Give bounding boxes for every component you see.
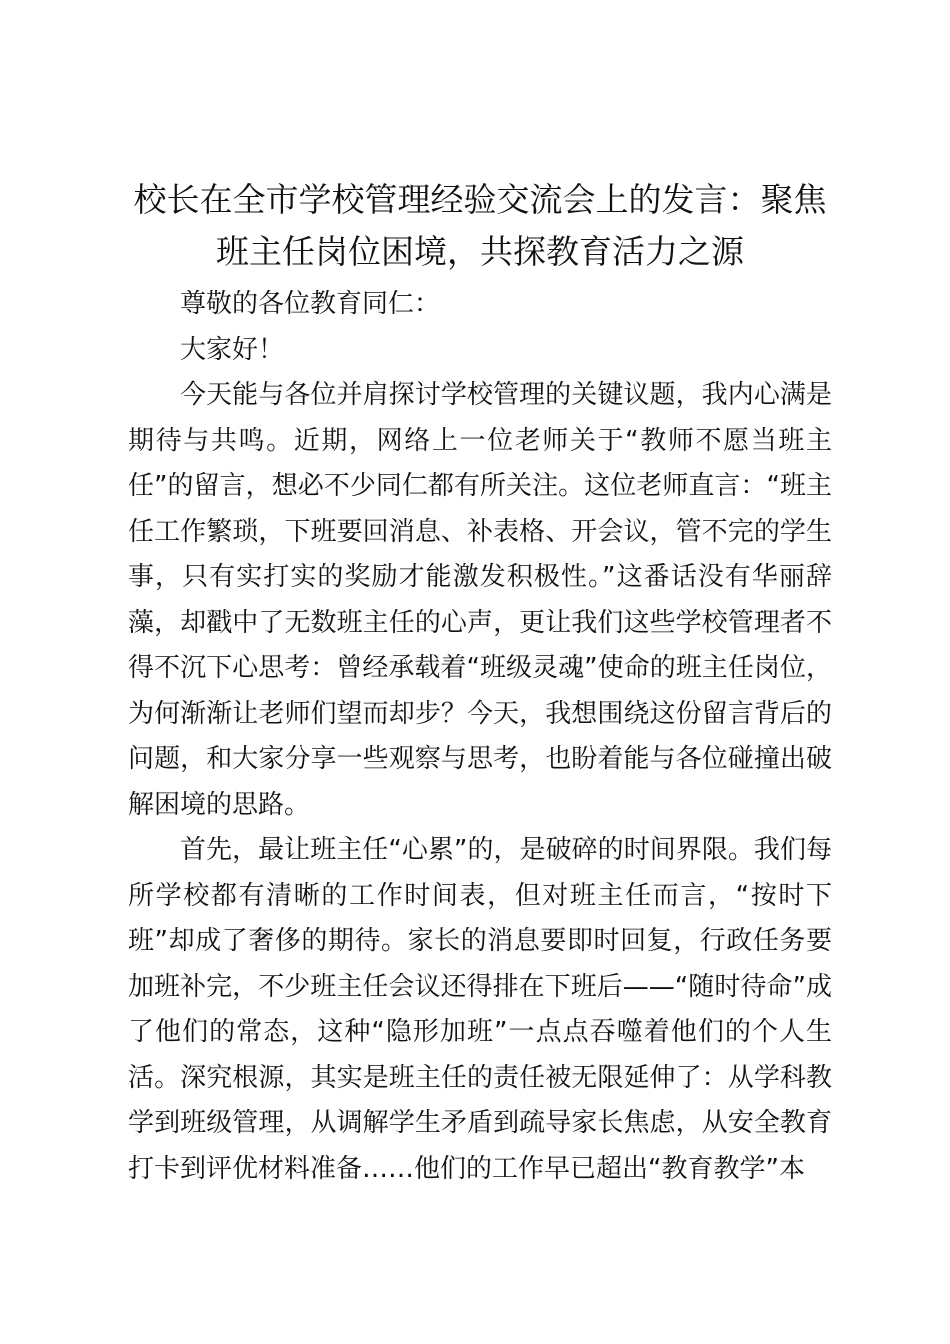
body-paragraph-1: 今天能与各位并肩探讨学校管理的关键议题，我内心满是期待与共鸣。近期，网络上一位老师关于“教师不愿当班主任”的留言，想必不少同仁都有所关注。这位老师直言：“班主任工作繁琐，下班要回消息、补表格、开会议，管不完的学生事，只有实打实的奖励才能激发积极性。”这番话没有华丽辞藻，却戳中了无数班主任的心声，更让我们这些学校管理者不得不沉下心思考：曾经承载着“班级灵魂”使命的班主任岗位，为何渐渐让老师们望而却步？今天，我想围绕这份留言背后的问题，和大家分享一些观察与思考，也盼着能与各位碰撞出破解困境的思路。: [128, 380, 832, 820]
greeting: 大家好！: [180, 334, 285, 365]
document-page: [128, 174, 832, 1192]
document-title: 校长在全市学校管理经验交流会上的发言：聚焦班主任岗位困境，共探教育活力之源: [133, 180, 827, 271]
body-paragraph-2: 首先，最让班主任“心累”的，是破碎的时间界限。我们每所学校都有清晰的工作时间表，但对班主任而言，“按时下班”却成了奢侈的期待。家长的消息要即时回复，行政任务要加班补完，不少班主任会议还得排在下班后——“随时待命”成了他们的常态，这种“隐形加班”一点点吞噬着他们的个人生活。深究根源，其实是班主任的责任被无限延伸了：从学科教学到班级管理，从调解学生矛盾到疏导家长焦虑，从安全教育打卡到评优材料准备……他们的工作早已超出“教育教学”本: [128, 835, 832, 1184]
salutation: 尊敬的各位教育同仁：: [180, 289, 441, 319]
